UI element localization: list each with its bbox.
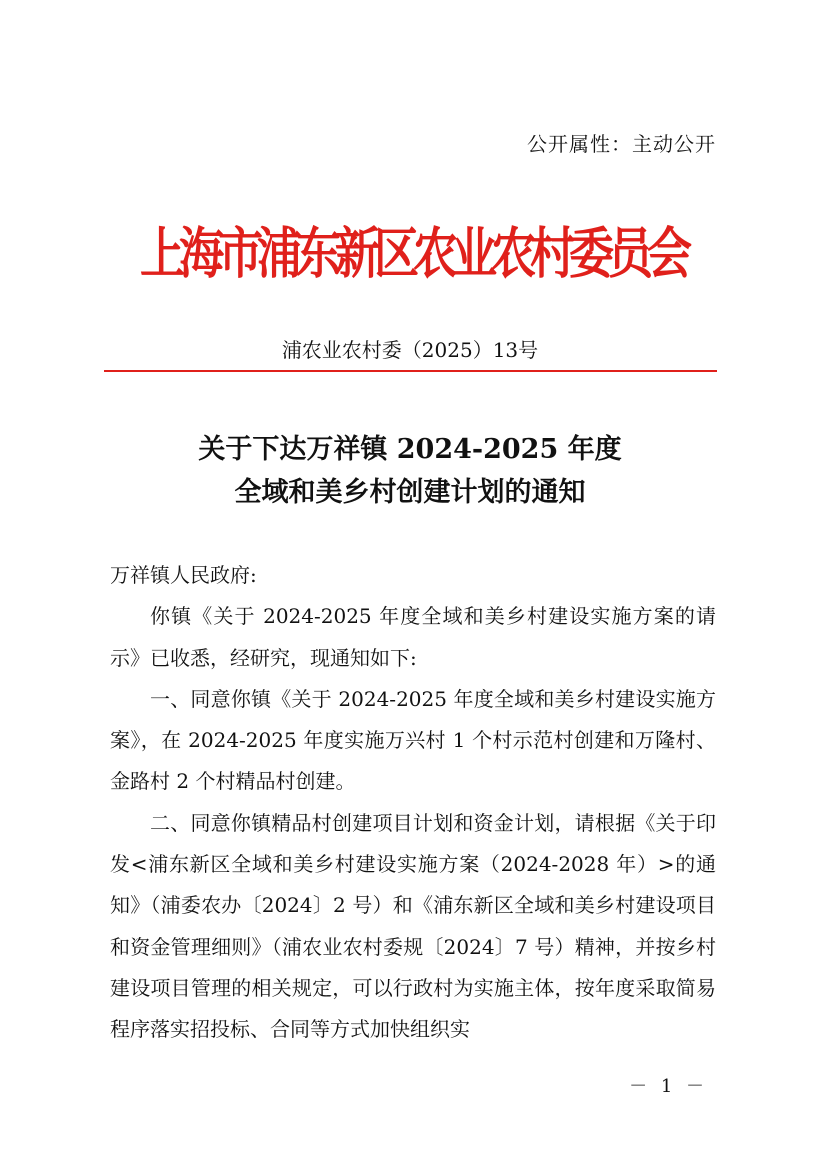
document-body <box>110 555 716 1051</box>
document-number: 浦农业农村委（2025）13号 <box>281 338 539 362</box>
salutation: 万祥镇人民政府: <box>110 563 257 587</box>
disclosure-attribute: 公开属性：主动公开 <box>527 132 716 156</box>
issuing-organization-title: 上海市浦东新区农业农村委员会 <box>139 221 686 286</box>
document-title <box>104 428 716 514</box>
page-number: － 1 － <box>629 1076 708 1097</box>
body-paragraph: 二、同意你镇精品村创建项目计划和资金计划，请根据《关于印发<浦东新区全域和美乡村建设实施方案（2024-2028 年）>的通知》（浦委农办〔2024〕2 号）和《浦东新区全域和美乡村建设项目和资金管理细则》（浦农业农村委规〔2024〕7 号）精神，并按乡村建设项目管理的相关规定，可以行政村为实施主体，按年度采取简易程序落实招投标、合同等方式加快组织实 <box>110 810 716 1042</box>
body-paragraph: 你镇《关于 2024-2025 年度全域和美乡村建设实施方案的请示》已收悉，经研究，现通知如下: <box>110 604 716 670</box>
body-paragraph: 一、同意你镇《关于 2024-2025 年度全域和美乡村建设实施方案》，在 2024-2025 年度实施万兴村 1 个村示范村创建和万隆村、金路村 2 个村精品村创建。 <box>110 686 716 794</box>
document-title-line-2: 全域和美乡村创建计划的通知 <box>234 477 586 508</box>
red-divider-line <box>104 370 717 372</box>
document-title-line-1: 关于下达万祥镇 2024-2025 年度 <box>198 434 622 465</box>
